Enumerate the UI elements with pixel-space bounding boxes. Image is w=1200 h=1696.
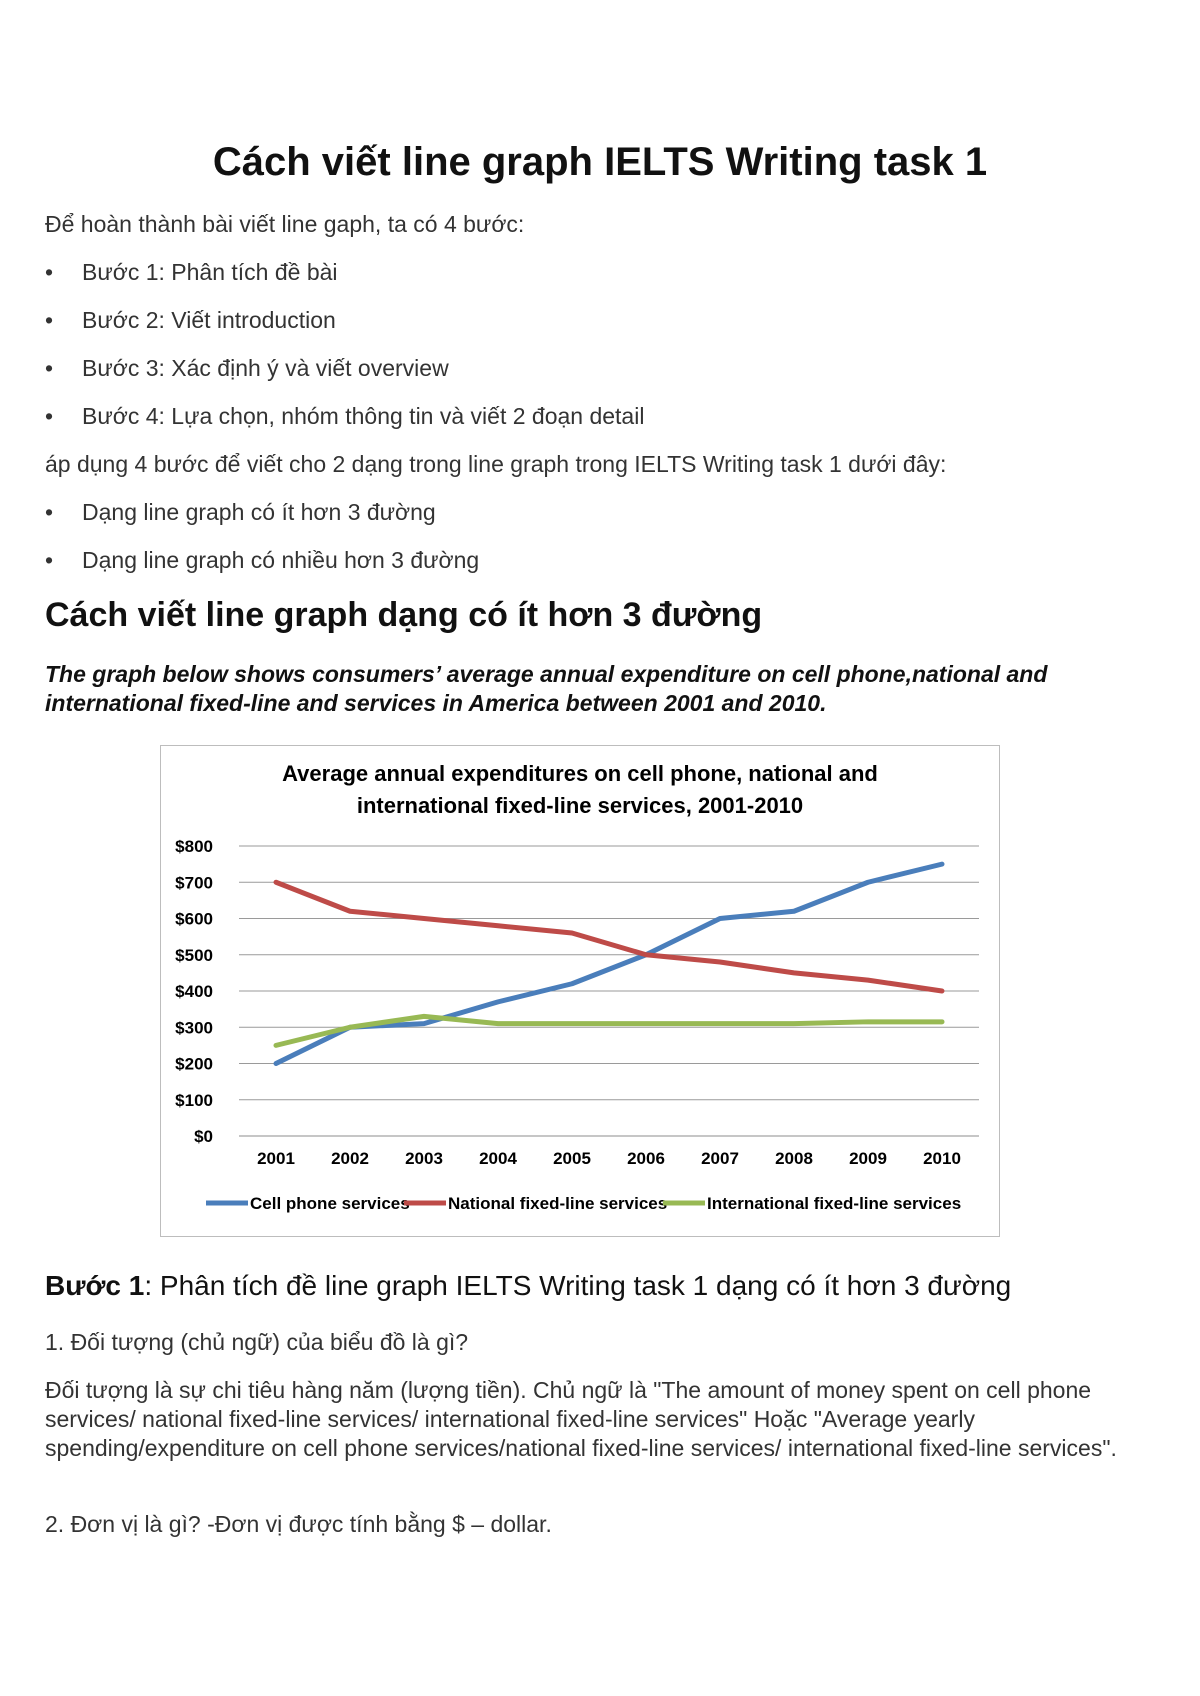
- chart-title-line-1: Average annual expenditures on cell phone, national and: [282, 761, 878, 786]
- legend-label: International fixed-line services: [707, 1194, 962, 1213]
- series-line: [276, 864, 942, 1063]
- list-item-text: Bước 1: Phân tích đề bài: [82, 259, 338, 285]
- y-tick-label: $200: [175, 1054, 213, 1074]
- intro-paragraph: Để hoàn thành bài viết line gaph, ta có 4 bước:: [45, 211, 525, 237]
- question-1: 1. Đối tượng (chủ ngữ) của biểu đồ là gì?: [45, 1329, 469, 1355]
- answer-1: Đối tượng là sự chi tiêu hàng năm (lượng tiền). Chủ ngữ là "The amount of money spent on cell phone services/ national fixed-line services/ international fixed-line services" Hoặc "Average yearly spending/expenditure on cell phone services/national fixed-line services/ international fixed-line services".: [45, 1377, 1117, 1461]
- list-item-text: Bước 2: Viết introduction: [82, 307, 336, 333]
- x-tick-label: 2007: [701, 1149, 739, 1168]
- x-tick-label: 2004: [479, 1149, 517, 1168]
- bullet-icon: •: [45, 355, 54, 381]
- y-tick-label: $400: [175, 982, 213, 1001]
- list-item-text: Dạng line graph có ít hơn 3 đường: [82, 499, 436, 525]
- x-tick-label: 2001: [257, 1149, 295, 1168]
- y-tick-label: $600: [175, 909, 213, 929]
- x-tick-label: 2006: [627, 1149, 665, 1168]
- x-tick-label: 2010: [923, 1149, 961, 1168]
- x-tick-label: 2005: [553, 1149, 591, 1168]
- bullet-icon: •: [45, 547, 54, 573]
- x-tick-label: 2008: [775, 1149, 813, 1168]
- line-chart: [160, 745, 1000, 1237]
- step1-heading: [45, 1270, 1011, 1302]
- step1-label: Bước 1: [45, 1270, 145, 1301]
- y-tick-label: $500: [175, 945, 213, 965]
- bullet-icon: •: [45, 307, 54, 333]
- line-chart-svg: [161, 746, 999, 1236]
- bullet-icon: •: [45, 403, 54, 429]
- section-heading: Cách viết line graph dạng có ít hơn 3 đường: [45, 596, 763, 634]
- task-description: The graph below shows consumers’ average annual expenditure on cell phone,national and international fixed-line and services in America between 2001 and 2010.: [45, 661, 1048, 716]
- y-tick-label: $100: [175, 1090, 213, 1110]
- bullet-icon: •: [45, 499, 54, 525]
- y-tick-label: $300: [175, 1018, 213, 1038]
- apply-paragraph: áp dụng 4 bước để viết cho 2 dạng trong line graph trong IELTS Writing task 1 dưới đây:: [45, 451, 947, 477]
- page-title: Cách viết line graph IELTS Writing task 1: [212, 140, 988, 184]
- step1-label-rest: : Phân tích đề line graph IELTS Writing task 1 dạng có ít hơn 3 đường: [144, 1270, 1012, 1301]
- list-item-text: Bước 3: Xác định ý và viết overview: [82, 355, 449, 381]
- y-tick-label: $800: [175, 837, 213, 856]
- bullet-icon: •: [45, 259, 54, 285]
- legend-label: National fixed-line services: [448, 1194, 668, 1213]
- series-line: [276, 882, 942, 991]
- y-tick-label: $0: [194, 1127, 213, 1146]
- question-2: 2. Đơn vị là gì? -Đơn vị được tính bằng $ – dollar.: [45, 1511, 552, 1537]
- list-item-text: Bước 4: Lựa chọn, nhóm thông tin và viết 2 đoạn detail: [82, 403, 645, 429]
- x-tick-label: 2009: [849, 1149, 887, 1168]
- x-tick-label: 2002: [331, 1149, 369, 1168]
- series-line: [276, 1016, 942, 1045]
- chart-title-line-2: international fixed-line services, 2001-2010: [356, 793, 804, 818]
- y-tick-label: $700: [175, 873, 213, 893]
- legend-label: Cell phone services: [250, 1194, 410, 1213]
- list-item-text: Dạng line graph có nhiều hơn 3 đường: [82, 547, 480, 573]
- x-tick-label: 2003: [405, 1149, 443, 1168]
